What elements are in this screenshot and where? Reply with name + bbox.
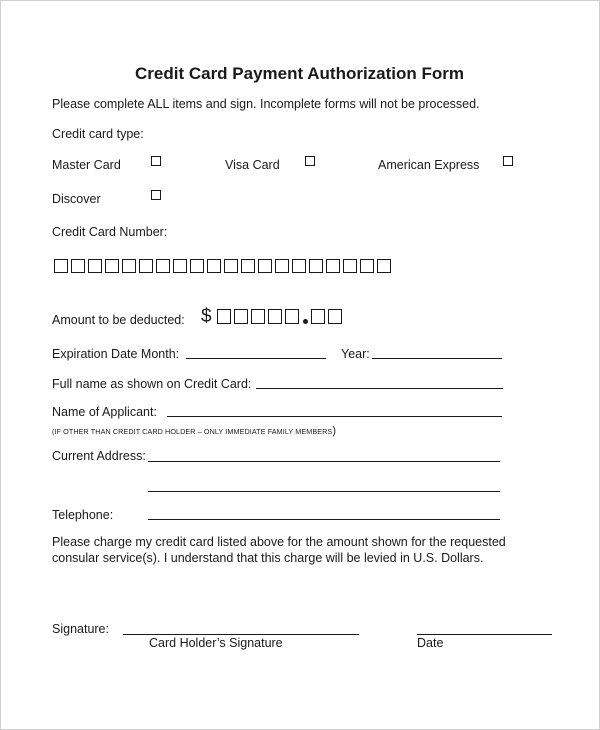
date-field[interactable] xyxy=(417,634,552,635)
decimal-point xyxy=(303,319,308,324)
card-number-label: Credit Card Number: xyxy=(52,225,168,239)
amount-digit-box[interactable] xyxy=(251,309,265,324)
signature-label: Signature: xyxy=(52,622,109,636)
authorization-text-line2: consular service(s). I understand that this charge will be levied in U.S. Dollars. xyxy=(52,551,484,565)
checkbox-amex[interactable] xyxy=(503,156,513,166)
card-number-digit-box[interactable] xyxy=(343,259,357,273)
currency-symbol: $ xyxy=(201,306,212,327)
card-number-digit-box[interactable] xyxy=(190,259,204,273)
form-instructions: Please complete ALL items and sign. Incomplete forms will not be processed. xyxy=(52,97,480,111)
checkbox-discover[interactable] xyxy=(151,190,161,200)
card-type-label: Credit card type: xyxy=(52,127,144,141)
checkbox-mastercard[interactable] xyxy=(151,156,161,166)
amount-digit-box[interactable] xyxy=(234,309,248,324)
card-number-digit-box[interactable] xyxy=(207,259,221,273)
full-name-label: Full name as shown on Credit Card: xyxy=(52,377,252,391)
amount-cents-box[interactable] xyxy=(328,309,342,324)
option-label-discover: Discover xyxy=(52,192,101,206)
card-number-digit-box[interactable] xyxy=(258,259,272,273)
applicant-note-paren: ) xyxy=(332,425,336,437)
card-number-digit-box[interactable] xyxy=(360,259,374,273)
address-field-line2[interactable] xyxy=(148,491,500,492)
applicant-note xyxy=(52,421,336,439)
card-number-digit-box[interactable] xyxy=(156,259,170,273)
card-number-digit-box[interactable] xyxy=(377,259,391,273)
card-number-digit-box[interactable] xyxy=(88,259,102,273)
signature-caption: Card Holder’s Signature xyxy=(149,636,283,650)
address-field-line1[interactable] xyxy=(148,461,500,462)
card-number-digit-box[interactable] xyxy=(122,259,136,273)
card-number-digit-box[interactable] xyxy=(224,259,238,273)
card-number-digit-box[interactable] xyxy=(326,259,340,273)
expiration-month-label: Expiration Date Month: xyxy=(52,347,180,361)
card-number-digit-box[interactable] xyxy=(54,259,68,273)
applicant-note-text: (IF OTHER THAN CREDIT CARD HOLDER – ONLY IMMEDIATE FAMILY MEMBERS xyxy=(52,427,333,436)
year-label: Year: xyxy=(341,347,370,361)
date-caption: Date xyxy=(417,636,444,650)
card-number-digit-box[interactable] xyxy=(173,259,187,273)
card-number-digit-box[interactable] xyxy=(309,259,323,273)
address-label: Current Address: xyxy=(52,449,146,463)
telephone-field[interactable] xyxy=(148,519,500,520)
signature-field[interactable] xyxy=(123,634,359,635)
checkbox-visa[interactable] xyxy=(305,156,315,166)
expiration-month-field[interactable] xyxy=(186,358,326,359)
option-label-amex: American Express xyxy=(378,158,480,172)
amount-digit-box[interactable] xyxy=(268,309,282,324)
applicant-label: Name of Applicant: xyxy=(52,405,157,419)
amount-cents-box[interactable] xyxy=(311,309,325,324)
year-field[interactable] xyxy=(372,358,502,359)
form-title: Credit Card Payment Authorization Form xyxy=(135,64,465,83)
telephone-label: Telephone: xyxy=(52,508,114,522)
card-number-digit-box[interactable] xyxy=(292,259,306,273)
option-label-visa: Visa Card xyxy=(225,158,280,172)
card-number-digit-box[interactable] xyxy=(105,259,119,273)
card-number-digit-box[interactable] xyxy=(275,259,289,273)
authorization-text-line1: Please charge my credit card listed above for the amount shown for the requested xyxy=(52,535,506,549)
card-number-digit-box[interactable] xyxy=(71,259,85,273)
option-label-mastercard: Master Card xyxy=(52,158,121,172)
card-number-digit-box[interactable] xyxy=(139,259,153,273)
full-name-field[interactable] xyxy=(256,388,503,389)
card-number-digit-box[interactable] xyxy=(241,259,255,273)
card-number-boxes xyxy=(54,259,394,273)
amount-digit-box[interactable] xyxy=(285,309,299,324)
amount-digit-box[interactable] xyxy=(217,309,231,324)
amount-label: Amount to be deducted: xyxy=(52,313,185,327)
applicant-field[interactable] xyxy=(167,416,502,417)
amount-boxes xyxy=(217,308,345,325)
